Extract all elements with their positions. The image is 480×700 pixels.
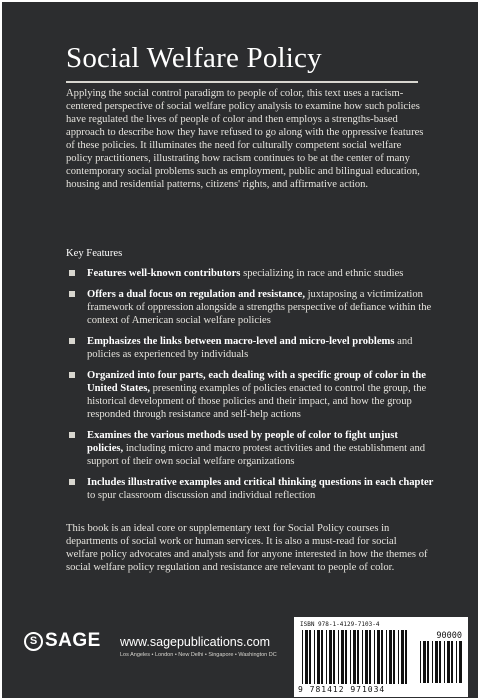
feature-item bbox=[66, 476, 434, 502]
feature-highlight: Includes illustrative examples and critical thinking questions in each chapter bbox=[87, 477, 434, 488]
sage-logo bbox=[24, 630, 101, 652]
barcode-bar bbox=[341, 630, 344, 684]
barcode-bar bbox=[435, 641, 438, 683]
barcode-bar bbox=[377, 630, 380, 684]
feature-item bbox=[66, 369, 434, 421]
barcode-bar bbox=[369, 630, 371, 684]
feature-text: to spur classroom discussion and individual reflection bbox=[87, 490, 316, 501]
feature-highlight: Emphasizes the links between macro-level and micro-level problems bbox=[87, 336, 395, 347]
feature-item bbox=[66, 267, 434, 280]
square-bullet-icon bbox=[69, 372, 75, 378]
feature-text: specializing in race and ethnic studies bbox=[240, 268, 404, 279]
feature-item bbox=[66, 335, 434, 361]
isbn-barcode bbox=[294, 617, 468, 697]
barcode-bar bbox=[338, 630, 339, 684]
barcode-digits: 9 781412 971034 bbox=[298, 685, 386, 694]
barcode-bar bbox=[381, 630, 383, 684]
sage-logo-text: SAGE bbox=[45, 630, 101, 651]
barcode-bar bbox=[333, 630, 335, 684]
barcode-bar bbox=[451, 641, 453, 683]
barcode-bar bbox=[329, 630, 332, 684]
square-bullet-icon bbox=[69, 432, 75, 438]
feature-item bbox=[66, 288, 434, 327]
barcode-bar bbox=[401, 630, 404, 684]
square-bullet-icon bbox=[69, 479, 75, 485]
barcode-bar bbox=[353, 630, 356, 684]
feature-highlight: Offers a dual focus on regulation and resistance, bbox=[87, 289, 305, 300]
publisher-cities: Los Angeles • London • New Delhi • Singapore • Washington DC bbox=[120, 652, 277, 658]
barcode-bar bbox=[350, 630, 351, 684]
barcode-bar bbox=[386, 630, 387, 684]
barcode-bar bbox=[447, 641, 450, 683]
barcode-bar bbox=[459, 641, 462, 683]
square-bullet-icon bbox=[69, 338, 75, 344]
barcode-bar bbox=[456, 641, 457, 683]
barcode-bar bbox=[393, 630, 395, 684]
title-underline bbox=[66, 81, 418, 83]
square-bullet-icon bbox=[69, 291, 75, 297]
feature-text: presenting examples of policies enacted to control the group, the historical development of those policies and their impact, and how the group responded through resistance and self-help actions bbox=[87, 383, 427, 420]
barcode-bar bbox=[432, 641, 433, 683]
barcode-bar bbox=[374, 630, 375, 684]
sage-logo-mark-icon: S bbox=[24, 632, 43, 651]
barcode-bar bbox=[398, 630, 399, 684]
barcode-bar bbox=[357, 630, 359, 684]
barcode-bar bbox=[305, 630, 308, 684]
intro-paragraph: Applying the social control paradigm to people of color, this text uses a racism-centered perspective of social welfare policy analysis to examine how such policies have regulated the lives of people of color and then employs a strengths-based approach to describe how they have refused to go along with the oppressive features of these policies. It illuminates the need for culturally competent social welfare policy practitioners, illustrating how racism continues to be at the center of many contemporary social problems such as employment, public and bilingual education, housing and residential patterns, citizens' rights, and affirmative action. bbox=[66, 88, 424, 190]
addon-barcode-icon bbox=[418, 641, 462, 683]
feature-highlight: Organized into four parts, each dealing with a specific group of color in the United States, bbox=[87, 370, 426, 394]
barcode-bar bbox=[345, 630, 347, 684]
book-title: Social Welfare Policy bbox=[66, 42, 322, 74]
barcode-bar bbox=[314, 630, 315, 684]
barcode-bar bbox=[309, 630, 311, 684]
barcode-bar bbox=[321, 630, 323, 684]
feature-item bbox=[66, 429, 434, 468]
barcode-bar bbox=[326, 630, 327, 684]
feature-highlight: Examines the various methods used by people of color to fight unjust policies, bbox=[87, 430, 398, 454]
feature-highlight: Features well-known contributors bbox=[87, 268, 241, 279]
barcode-bar bbox=[420, 641, 421, 683]
barcode-bar bbox=[365, 630, 368, 684]
barcode-bar bbox=[302, 630, 303, 684]
key-features-heading: Key Features bbox=[66, 248, 123, 259]
publisher-url: www.sagepublications.com bbox=[120, 635, 271, 649]
isbn-label: ISBN 978-1-4129-7103-4 bbox=[300, 621, 380, 628]
barcode-bar bbox=[317, 630, 320, 684]
price-code: 90000 bbox=[436, 631, 462, 641]
feature-text: juxtaposing a victimization framework of oppression alongside a strengths perspective of defiance within the context of American social welfare policies bbox=[87, 289, 432, 326]
feature-text: including micro and macro protest activities and the establishment and support of their own social welfare organizations bbox=[87, 443, 426, 467]
feature-text: and policies as experienced by individuals bbox=[87, 336, 413, 360]
ean-barcode-icon bbox=[300, 630, 412, 684]
barcode-bar bbox=[405, 630, 407, 684]
barcode-bar bbox=[423, 641, 426, 683]
key-features-list bbox=[66, 267, 434, 510]
barcode-bar bbox=[389, 630, 392, 684]
barcode-bar bbox=[439, 641, 441, 683]
book-back-cover bbox=[2, 2, 478, 698]
square-bullet-icon bbox=[69, 270, 75, 276]
closing-paragraph: This book is an ideal core or supplementary text for Social Policy courses in departments of social work or human services. It is also a must-read for social welfare policy advocates and analysts and for anyone interested in how the themes of social welfare policy regulation and resistance are relevant to people of color. bbox=[66, 523, 428, 573]
barcode-bar bbox=[362, 630, 363, 684]
barcode-bar bbox=[427, 641, 429, 683]
barcode-bar bbox=[444, 641, 445, 683]
